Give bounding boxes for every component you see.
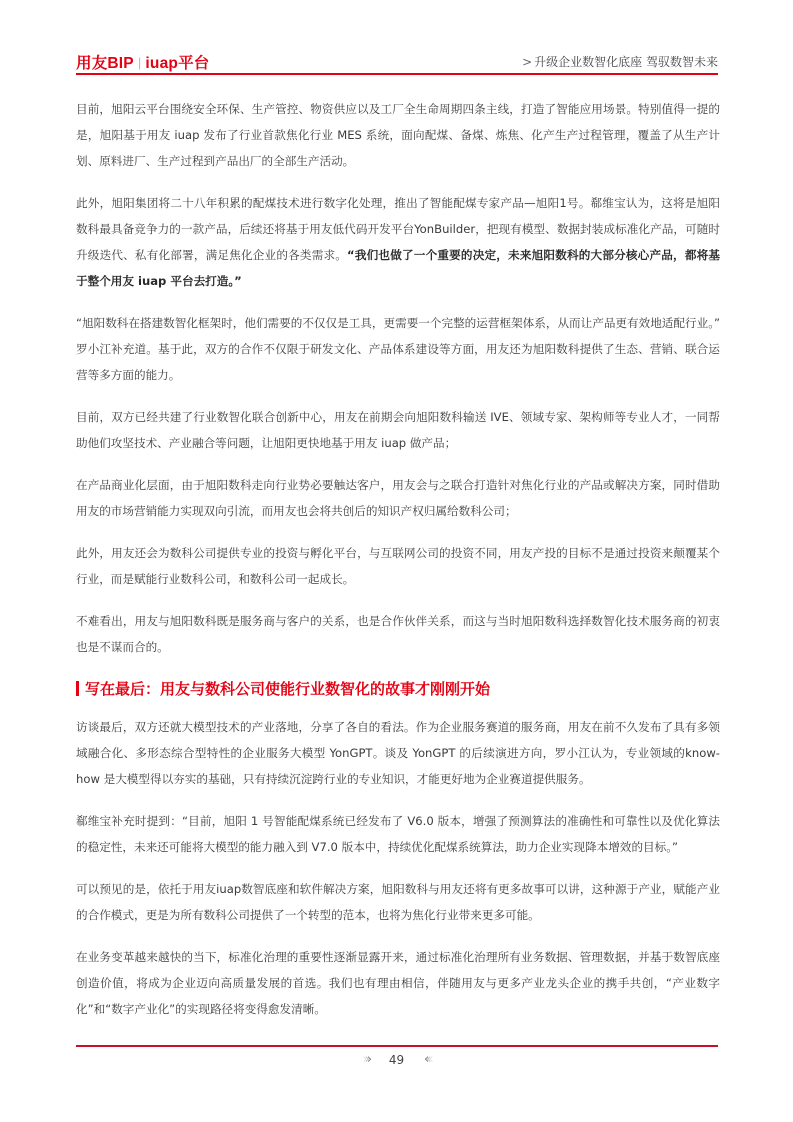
paragraph: 可以预见的是，依托于用友iuap数智底座和软件解决方案，旭阳数科与用友还将有更多故事可以讲，这种源于产业，赋能产业的合作模式，更是为所有数科公司提供了一个转型的范本，也将为焦化行业带来更多可能。: [76, 882, 720, 922]
footer-divider: [76, 1045, 718, 1047]
section-heading: [76, 676, 720, 702]
paragraph-text: 此外，旭阳集团将二十八年积累的配煤技术进行数字化处理，推出了智能配煤专家产品—旭阳1号。郗维宝认为，这将是旭阳数科最具备竞争力的一款产品，后续还将基于用友低代码开发平台YonBuilder，把现有模型、数据封装成标准化产品，可随时升级迭代、私有化部署，满足焦化企业的各类需求。: [76, 196, 720, 262]
brand-iuap: iuap平台: [145, 55, 210, 72]
double-chevron-right-icon: ›››: [362, 1052, 370, 1067]
heading-accent-bar: [76, 681, 79, 696]
header-tagline: [522, 53, 718, 70]
paragraph: 在产品商业化层面，由于旭阳数科走向行业势必要触达客户，用友会与之联合打造针对焦化行业的产品或解决方案，同时借助用友的市场营销能力实现双向引流，而用友也会将共创后的知识产权归属给数科公司；: [76, 478, 720, 518]
paragraph: 不难看出，用友与旭阳数科既是服务商与客户的关系，也是合作伙伴关系，而这与当时旭阳数科选择数智化技术服务商的初衷也是不谋而合的。: [76, 614, 720, 654]
article-body: [76, 96, 720, 1038]
header-divider: [76, 73, 718, 75]
paragraph: 此外，用友还会为数科公司提供专业的投资与孵化平台，与互联网公司的投资不同，用友产投的目标不是通过投资来颠覆某个行业，而是赋能行业数科公司，和数科公司一起成长。: [76, 546, 720, 586]
tagline-text: 升级企业数智化底座 驾驭数智未来: [534, 55, 718, 69]
page-number: 49: [388, 1052, 405, 1067]
page-header: [76, 50, 718, 74]
double-chevron-left-icon: ‹‹‹: [423, 1052, 431, 1067]
page-footer: [0, 1052, 793, 1067]
paragraph: 目前，双方已经共建了行业数智化联合创新中心，用友在前期会向旭阳数科输送 IVE、领域专家、架构师等专业人才，一同帮助他们攻坚技术、产业融合等问题，让旭阳更快地基于用友 iuap 做产品；: [76, 410, 720, 450]
paragraph: “旭阳数科在搭建数智化框架时，他们需要的不仅仅是工具，更需要一个完整的运营框架体系，从而让产品更有效地适配行业。” 罗小江补充道。基于此，双方的合作不仅限于研发文化、产品体系建设等方面，用友还为旭阳数科提供了生态、营销、联合运营等多方面的能力。: [76, 316, 720, 382]
brand-logo: [76, 51, 210, 73]
brand-separator: |: [137, 55, 142, 70]
paragraph: [76, 190, 720, 294]
section-heading-text: 写在最后：用友与数科公司使能行业数智化的故事才刚刚开始: [85, 680, 491, 698]
brand-yonyou-bip: 用友BIP: [76, 55, 134, 72]
paragraph: 目前，旭阳云平台围绕安全环保、生产管控、物资供应以及工厂全生命周期四条主线，打造了智能应用场景。特别值得一提的是，旭阳基于用友 iuap 发布了行业首款焦化行业 MES 系统，面向配煤、备煤、炼焦、化产生产过程管理，覆盖了从生产计划、原料进厂、生产过程到产品出厂的全部生产活动。: [76, 102, 720, 168]
paragraph: 在业务变革越来越快的当下，标准化治理的重要性逐渐显露开来，通过标准化治理所有业务数据、管理数据，并基于数智底座创造价值，将成为企业迈向高质量发展的首选。我们也有理由相信，伴随用友与更多产业龙头企业的携手共创，“产业数字化”和“数字产业化”的实现路径将变得愈发清晰。: [76, 950, 720, 1016]
chevron-right-icon: >: [522, 55, 533, 69]
paragraph: 郗维宝补充时提到：“目前，旭阳 1 号智能配煤系统已经发布了 V6.0 版本，增强了预测算法的准确性和可靠性以及优化算法的稳定性，未来还可能将大模型的能力融入到 V7.0 版本中，持续优化配煤系统算法，助力企业实现降本增效的目标。”: [76, 814, 720, 854]
quote-bold: “我们也做了一个重要的决定，未来旭阳数科的大部分核心产品，都将基于整个用友 iuap 平台去打造。”: [76, 248, 720, 288]
paragraph: 访谈最后，双方还就大模型技术的产业落地，分享了各自的看法。作为企业服务赛道的服务商，用友在前不久发布了具有多领域融合化、多形态综合型特性的企业服务大模型 YonGPT。谈及 YonGPT 的后续演进方向，罗小江认为，专业领域的know-how 是大模型得以夯实的基础，只有持续沉淀跨行业的专业知识，才能更好地为企业赛道提供服务。: [76, 720, 720, 786]
